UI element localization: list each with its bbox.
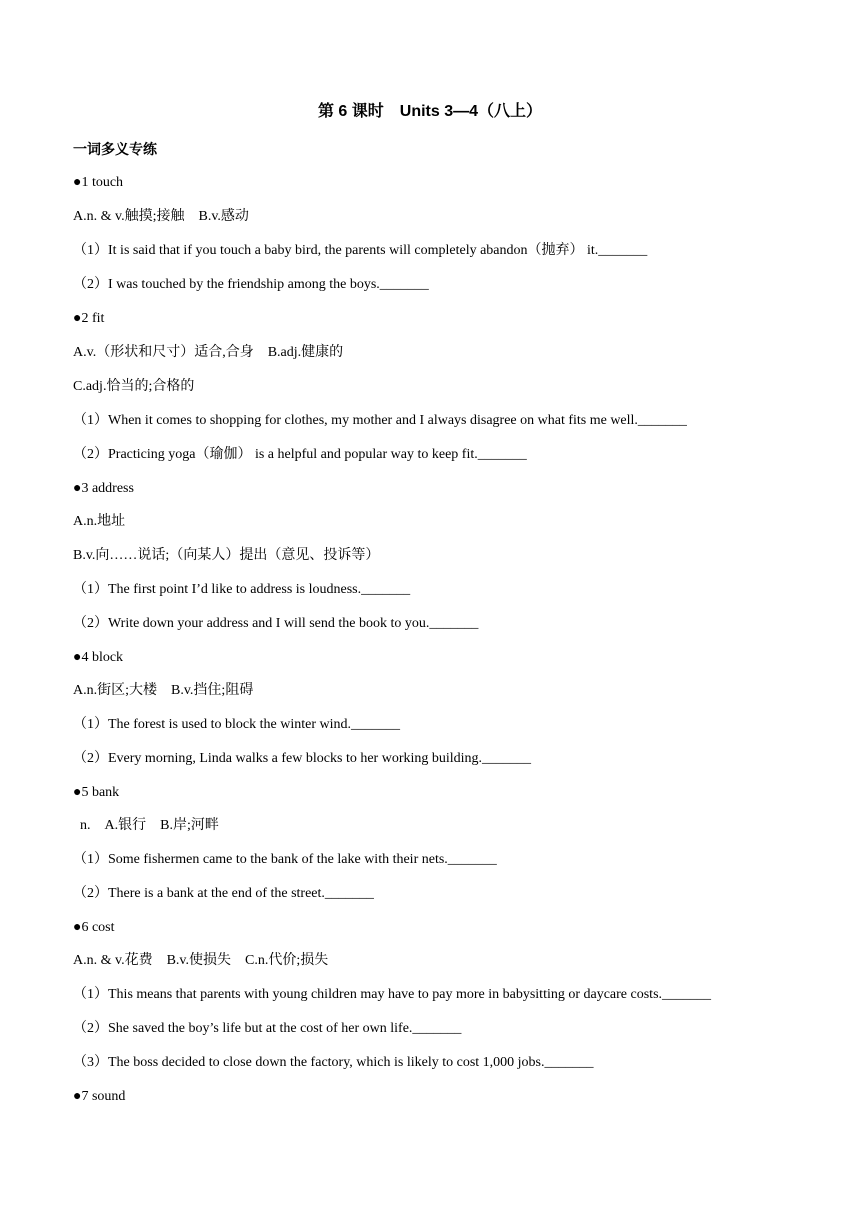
exercise-sentence: （1）The first point I’d like to address is loudness._______ [73,582,411,597]
word-heading: ●6 cost [73,920,115,935]
exercise-sentence: （2）Write down your address and I will send the book to you._______ [73,616,479,631]
word-heading: ●2 fit [73,311,105,326]
exercise-sentence: （2）She saved the boy’s life but at the cost of her own life._______ [73,1021,462,1036]
exercise-sentence: （2）Practicing yoga（瑜伽） is a helpful and popular way to keep fit._______ [73,447,527,462]
definition-line: A.n.街区;大楼 B.v.挡住;阻碍 [73,683,254,698]
definition-line: C.adj.恰当的;合格的 [73,379,195,394]
word-heading: ●3 address [73,481,134,496]
exercise-sentence: （2）Every morning, Linda walks a few blocks to her working building._______ [73,751,532,766]
exercise-sentence: （3）The boss decided to close down the factory, which is likely to cost 1,000 jobs._______ [73,1055,594,1070]
word-heading: ●4 block [73,650,124,665]
definition-line: A.n. & v.花费 B.v.使损失 C.n.代价;损失 [73,953,329,968]
section-heading: 一词多义专练 [73,141,157,157]
exercise-sentence: （1）It is said that if you touch a baby bird, the parents will completely abandon（抛弃） it._______ [73,243,648,258]
exercise-sentence: （1）The forest is used to block the winter wind._______ [73,717,401,732]
definition-line: A.n.地址 [73,514,126,529]
definition-line: A.n. & v.触摸;接触 B.v.感动 [73,209,249,224]
exercise-sentence: （2）There is a bank at the end of the street._______ [73,886,374,901]
exercise-sentence: （1）When it comes to shopping for clothes, my mother and I always disagree on what fits me well._______ [73,413,687,428]
exercise-sentence: （1）This means that parents with young children may have to pay more in babysitting or daycare costs._______ [73,987,712,1002]
definition-line: n. A.银行 B.岸;河畔 [73,818,219,833]
definition-line: A.v.（形状和尺寸）适合,合身 B.adj.健康的 [73,345,344,360]
word-heading: ●1 touch [73,175,124,190]
word-heading: ●7 sound [73,1089,126,1104]
definition-line: B.v.向……说话;（向某人）提出（意见、投诉等） [73,548,380,563]
exercise-sentence: （1）Some fishermen came to the bank of the lake with their nets._______ [73,852,497,867]
exercise-sentence: （2）I was touched by the friendship among the boys._______ [73,277,429,292]
word-heading: ●5 bank [73,785,120,800]
page-title: 第 6 课时 Units 3—4（八上） [317,103,543,120]
